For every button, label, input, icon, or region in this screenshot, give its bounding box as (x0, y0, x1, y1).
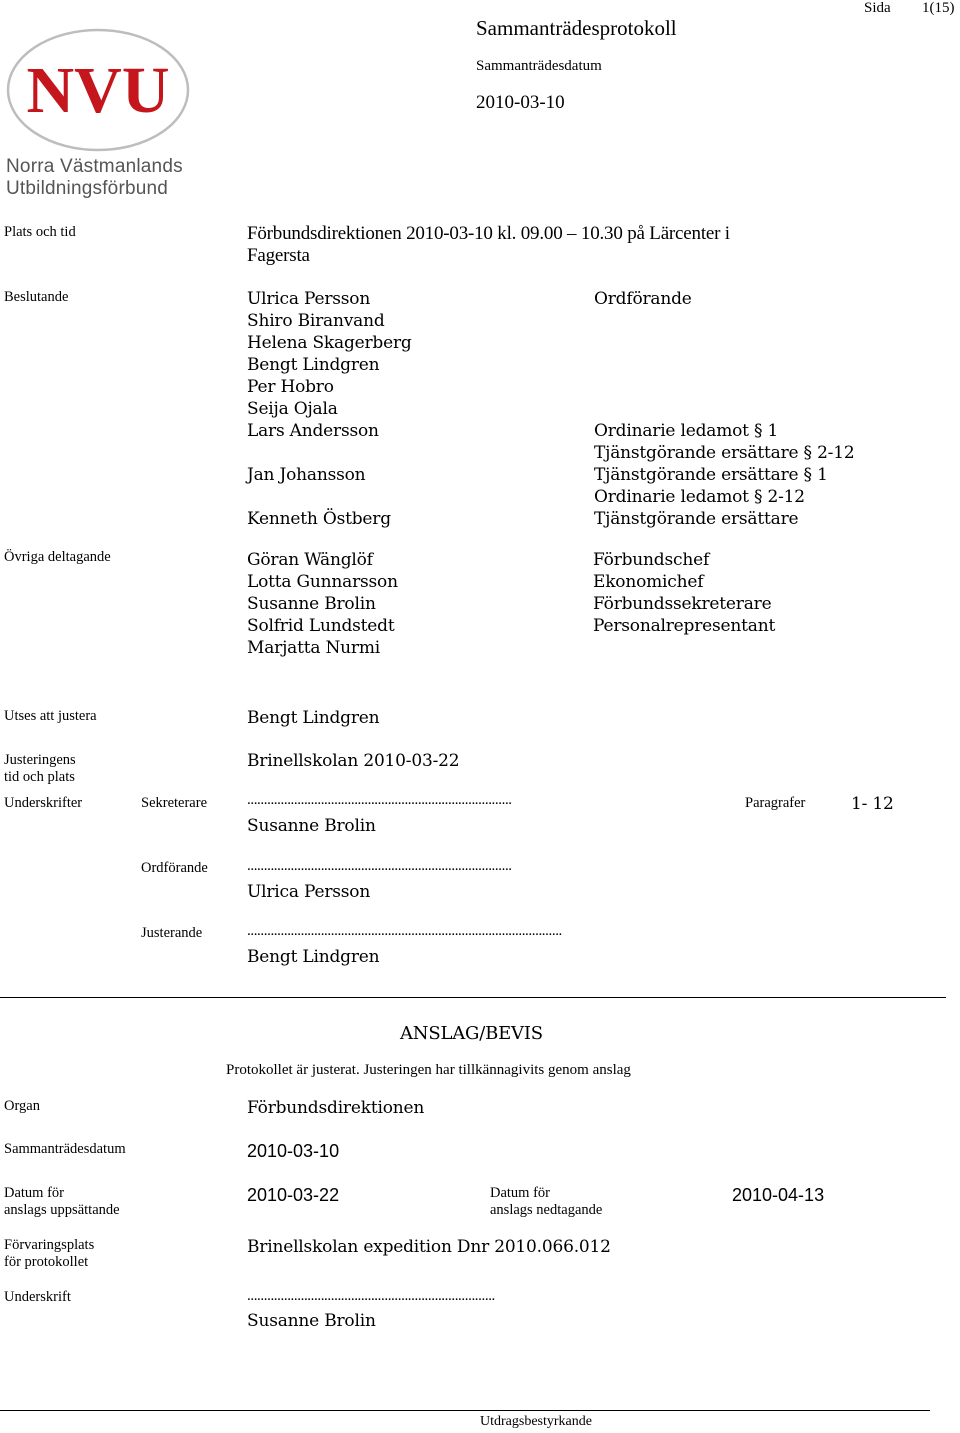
place-line-2: Fagersta (247, 245, 310, 266)
page-label: Sida (864, 0, 891, 16)
member-role: Ordinarie ledamot § 2-12 (594, 487, 805, 507)
organ-label: Organ (4, 1098, 40, 1114)
signatures-label: Underskrifter (4, 795, 83, 811)
removed-value: 2010-04-13 (732, 1185, 825, 1205)
participant-name: Lotta Gunnarsson (247, 572, 398, 592)
removed-label-1: Datum för (490, 1185, 550, 1201)
secretary-name: Susanne Brolin (247, 816, 376, 836)
nvu-logo (0, 28, 200, 203)
others-names (247, 549, 398, 659)
section-divider (0, 997, 946, 998)
chair-signature-line: ............................................................................... (247, 858, 512, 874)
notice-statement: Protokollet är justerat. Justeringen har tillkännagivits genom anslag (226, 1062, 631, 1078)
logo-letters: NVU (26, 54, 170, 127)
adjuster-name: Bengt Lindgren (247, 947, 380, 967)
adjust-label: Utses att justera (4, 708, 97, 724)
secretary-signature-line: ............................................................................... (247, 792, 512, 808)
place-label: Plats och tid (4, 224, 76, 240)
adjust-time-value: Brinellskolan 2010-03-22 (247, 751, 460, 771)
notice-signature-name: Susanne Brolin (247, 1311, 376, 1331)
chair-name: Ulrica Persson (247, 882, 371, 902)
participant-name: Solfrid Lundstedt (247, 616, 395, 636)
posted-label-2: anslags uppsättande (4, 1202, 120, 1218)
member-name: Jan Johansson (247, 465, 366, 485)
adjust-value: Bengt Lindgren (247, 708, 380, 728)
member-role: Tjänstgörande ersättare § 2-12 (594, 443, 855, 463)
header-date-label: Sammanträdesdatum (476, 58, 602, 74)
others-label: Övriga deltagande (4, 549, 111, 565)
notice-title: ANSLAG/BEVIS (400, 1023, 543, 1044)
posted-value: 2010-03-22 (247, 1185, 340, 1205)
logo-line-1: Norra Västmanlands (6, 156, 183, 177)
storage-label-2: för protokollet (4, 1254, 89, 1270)
member-name: Ulrica Persson (247, 289, 371, 309)
adjust-time-label-1: Justeringens (4, 752, 76, 768)
member-name: Kenneth Östberg (247, 509, 391, 529)
paragraphs-value: 1- 12 (851, 794, 894, 814)
footer-text: Utdragsbestyrkande (480, 1414, 592, 1429)
page-number: 1(15) (922, 0, 955, 16)
member-role: Ordförande (594, 289, 692, 309)
member-name: Per Hobro (247, 377, 334, 397)
member-role: Tjänstgörande ersättare § 1 (594, 465, 828, 485)
member-name: Helena Skagerberg (247, 333, 412, 353)
removed-label-2: anslags nedtagande (490, 1202, 603, 1218)
document-title: Sammanträdesprotokoll (476, 16, 677, 40)
adjust-time-label-2: tid och plats (4, 769, 75, 785)
participant-name: Marjatta Nurmi (247, 638, 380, 658)
member-role: Tjänstgörande ersättare (594, 509, 799, 529)
deciding-label: Beslutande (4, 289, 69, 305)
secretary-label: Sekreterare (141, 795, 208, 811)
adjuster-label: Justerande (141, 925, 203, 941)
place-line-1: Förbundsdirektionen 2010-03-10 kl. 09.00 – 10.30 på Lärcenter i (247, 223, 730, 244)
paragraphs-label: Paragrafer (745, 795, 806, 811)
organ-value: Förbundsdirektionen (247, 1098, 425, 1118)
participant-role: Personalrepresentant (593, 616, 776, 636)
posted-label-1: Datum för (4, 1185, 64, 1201)
logo-line-2: Utbildningsförbund (6, 178, 169, 199)
participant-role: Förbundssekreterare (593, 594, 772, 614)
footer-divider (0, 1410, 930, 1411)
member-name: Bengt Lindgren (247, 355, 380, 375)
member-name: Shiro Biranvand (247, 311, 385, 331)
header-date-value: 2010-03-10 (476, 92, 565, 113)
deciding-roles (594, 288, 854, 530)
chair-label: Ordförande (141, 860, 208, 876)
participant-name: Susanne Brolin (247, 594, 376, 614)
deciding-list (247, 288, 412, 530)
participant-name: Göran Wänglöf (247, 550, 373, 570)
member-name: Seija Ojala (247, 399, 338, 419)
participant-role: Ekonomichef (593, 572, 704, 592)
others-roles (593, 549, 775, 637)
adjuster-signature-line: .............................................................................................. (247, 923, 562, 939)
participant-role: Förbundschef (593, 550, 710, 570)
notice-date-label: Sammanträdesdatum (4, 1141, 126, 1157)
member-name: Lars Andersson (247, 421, 379, 441)
notice-signature-line: .......................................................................... (247, 1288, 495, 1304)
signature-label: Underskrift (4, 1289, 71, 1305)
notice-date-value: 2010-03-10 (247, 1141, 340, 1161)
storage-label-1: Förvaringsplats (4, 1237, 95, 1253)
member-role: Ordinarie ledamot § 1 (594, 421, 779, 441)
storage-value: Brinellskolan expedition Dnr 2010.066.012 (247, 1237, 611, 1257)
